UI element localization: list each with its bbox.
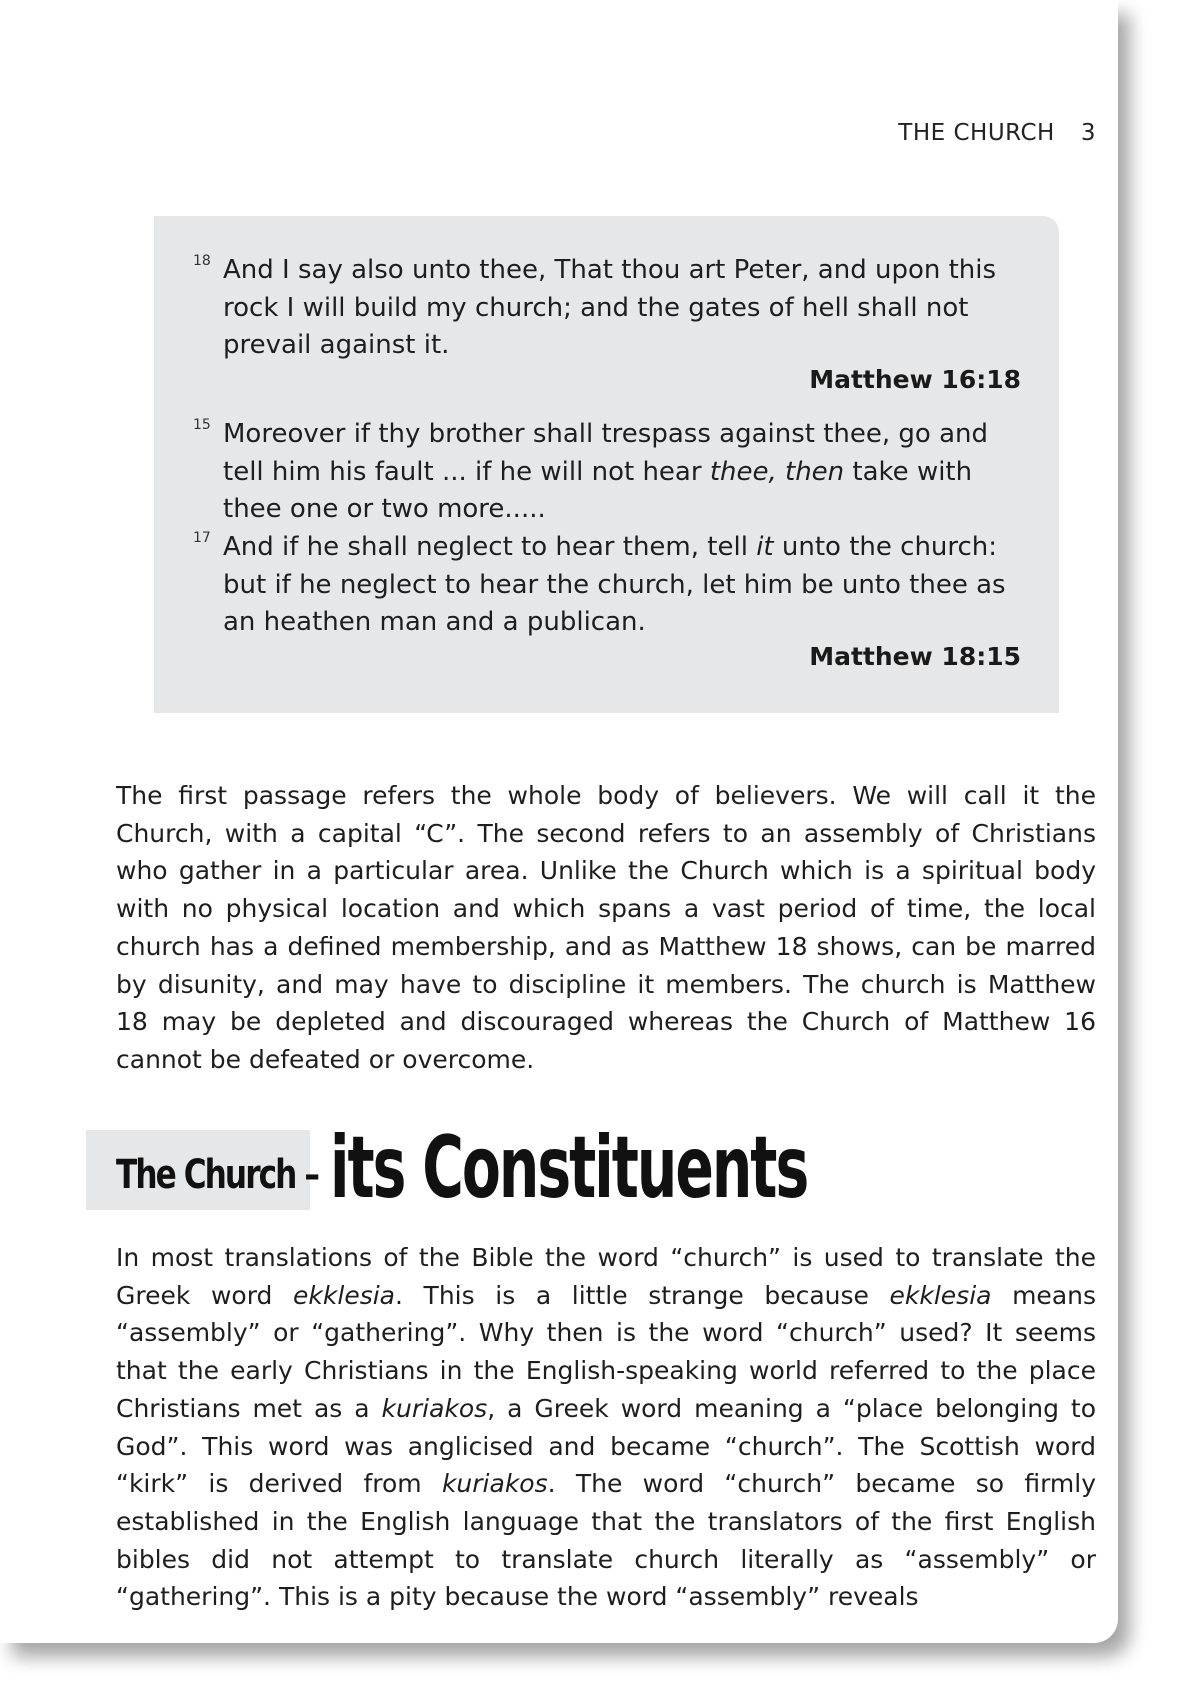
body-paragraph-2 (116, 1239, 1096, 1616)
section-heading (86, 1118, 986, 1218)
verse-text: And I say also unto thee, That thou art Peter, and upon this rock I will build my church; and the gates of hell shall not prevail against it. (223, 255, 997, 360)
section-heading-title: its Constituents (330, 1118, 808, 1218)
verse-text-italic: thee, then (709, 456, 845, 487)
verse-text-italic: it (756, 532, 774, 562)
text-run: . The word “church” became so firmly established in the English language that the translators of the first English bibles did not attempt to translate church literally as “assembly” or “gathering”. This is a pity because the word “assembly” reveals (116, 1469, 1097, 1612)
verse-text: And if he shall neglect to hear them, tell (223, 532, 757, 562)
text-run: . This is a little strange because (394, 1280, 890, 1310)
text-run-italic: ekklesia (293, 1280, 395, 1310)
text-run-italic: kuriakos (441, 1469, 548, 1499)
verse-text: Moreover if thy brother shall trespass against thee, go and tell him his fault ... if he will not hear (223, 419, 988, 487)
section-heading-tag (86, 1130, 318, 1210)
verse-text: unto the church: but if he neglect to hear the church, let him be unto thee as an heathen man and a publican. (223, 532, 1006, 637)
body-paragraph-1: The first passage refers the whole body of believers. We will call it the Church, with a capital “C”. The second refers to an assembly of Christians who gather in a particular area. Unlike the Church which is a spiritual body with no physical location and which spans a vast period of time, the local church has a defined membership, and as Matthew 18 shows, can be marred by disunity, and may have to discipline it members. The church is Matthew 18 may be depleted and discouraged whereas the Church of Matthew 16 cannot be defeated or overcome. (116, 781, 1096, 1074)
text-run: , a Greek word meaning a “place belonging to God”. This word was anglicised and became “church”. The Scottish word “kirk” is derived from (116, 1393, 1096, 1499)
scripture-quote-box (154, 216, 1059, 713)
page-number: 3 (1080, 120, 1096, 146)
text-run-italic: ekklesia (889, 1280, 992, 1310)
reference-matthew-18-15: Matthew 18:15 (809, 642, 1021, 671)
text-run-italic: kuriakos (381, 1393, 488, 1423)
text-run: In most translations of the Bible the word “church” is used to translate the Greek word (116, 1243, 1096, 1310)
verse-number: 17 (193, 530, 211, 546)
verse-number: 18 (193, 253, 211, 269)
verse-text: take with thee one or two more..... (223, 456, 973, 524)
verse-matthew-18-15 (193, 416, 1013, 529)
text-run: means “assembly” or “gathering”. Why then is the word “church” used? It seems that the early Christians in the English-speaking world referred to the place Christians met as a (116, 1280, 1097, 1423)
verse-matthew-18-17 (193, 529, 1013, 642)
section-heading-tag-text: The Church – (116, 1152, 318, 1198)
running-head (898, 120, 1096, 146)
verse-number: 15 (193, 417, 211, 433)
reference-matthew-16-18: Matthew 16:18 (809, 365, 1021, 394)
running-head-title: THE CHURCH (898, 120, 1055, 146)
verse-matthew-16-18 (193, 252, 1013, 365)
